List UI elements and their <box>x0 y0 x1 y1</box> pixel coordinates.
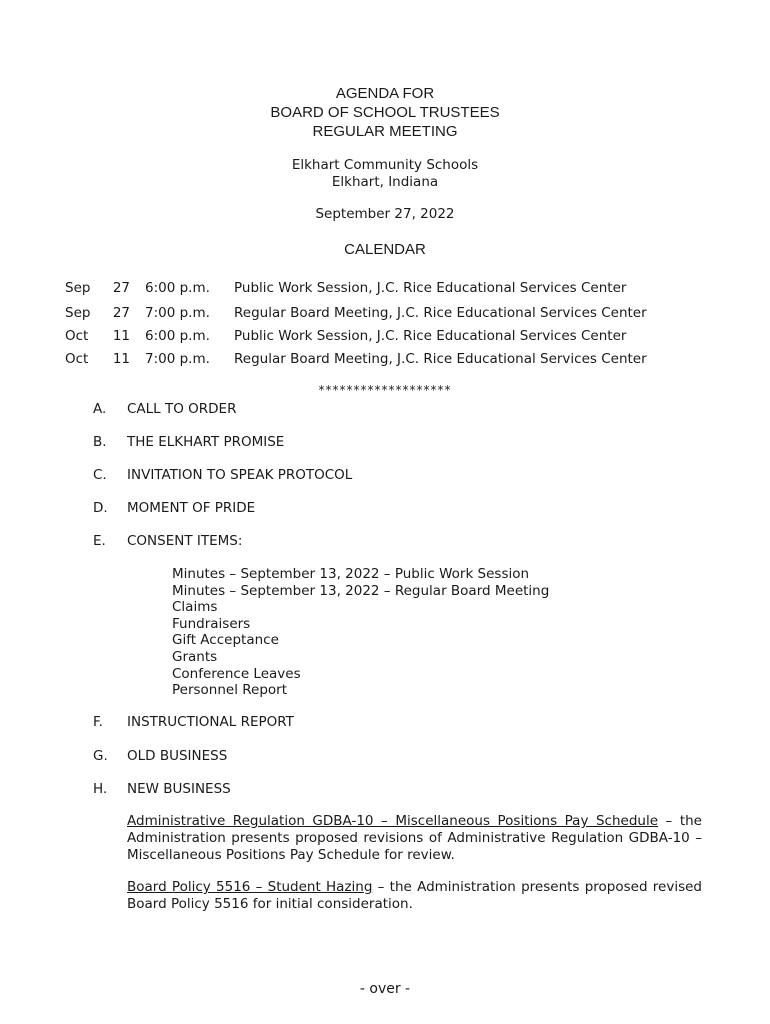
item-label: MOMENT OF PRIDE <box>127 500 256 516</box>
consent-item: Minutes – September 13, 2022 – Regular Board Meeting <box>172 582 550 599</box>
title-line-2: BOARD OF SCHOOL TRUSTEES <box>270 104 500 121</box>
item-label: CALL TO ORDER <box>127 401 237 417</box>
new-business-paragraph <box>127 879 702 913</box>
calendar-row <box>0 304 770 322</box>
calendar-row <box>0 279 770 297</box>
calendar-event: Regular Board Meeting, J.C. Rice Educational Services Center <box>234 351 647 367</box>
item-label: NEW BUSINESS <box>127 781 231 797</box>
consent-item: Claims <box>172 599 218 616</box>
agenda-item-h <box>0 780 770 798</box>
new-business-description: – the Administration presents proposed revised Board Policy 5516 for initial consideration. <box>127 879 702 912</box>
calendar-month: Oct <box>65 328 89 344</box>
item-letter: C. <box>93 467 107 483</box>
item-letter: H. <box>93 781 108 797</box>
calendar-day: 11 <box>112 351 130 367</box>
agenda-item-c <box>0 466 770 484</box>
item-label: OLD BUSINESS <box>127 748 228 764</box>
calendar-time: 7:00 p.m. <box>145 305 210 321</box>
consent-item: Personnel Report <box>172 682 288 699</box>
new-business-description: – the Administration presents proposed revisions of Administrative Regulation GDBA-10 – Miscellaneous Positions Pay Schedule for review. <box>127 813 702 863</box>
item-letter: B. <box>93 434 107 450</box>
org-name: Elkhart Community Schools <box>291 157 479 173</box>
org-location: Elkhart, Indiana <box>331 174 439 190</box>
item-letter: E. <box>93 533 106 549</box>
item-label: THE ELKHART PROMISE <box>127 434 285 450</box>
calendar-event: Public Work Session, J.C. Rice Educational Services Center <box>234 328 627 344</box>
calendar-event: Regular Board Meeting, J.C. Rice Educational Services Center <box>234 305 647 321</box>
calendar-day: 27 <box>112 305 130 321</box>
agenda-item-e <box>0 532 770 550</box>
consent-item: Conference Leaves <box>172 665 301 682</box>
item-label: INVITATION TO SPEAK PROTOCOL <box>127 467 353 483</box>
meeting-date: September 27, 2022 <box>315 206 455 222</box>
calendar-row <box>0 327 770 345</box>
agenda-item-g <box>0 747 770 765</box>
calendar-event: Public Work Session, J.C. Rice Educational Services Center <box>234 280 627 296</box>
calendar-row <box>0 350 770 368</box>
new-business-paragraph <box>127 813 702 864</box>
title-line-1: AGENDA FOR <box>335 85 435 102</box>
item-label: CONSENT ITEMS: <box>127 533 243 549</box>
agenda-title <box>0 84 770 141</box>
calendar-month: Oct <box>65 351 89 367</box>
calendar-day: 11 <box>112 328 130 344</box>
agenda-item-f <box>0 713 770 731</box>
agenda-item-d <box>0 499 770 517</box>
agenda-item-b <box>0 433 770 451</box>
consent-item: Minutes – September 13, 2022 – Public Work Session <box>172 566 530 582</box>
consent-item: Grants <box>172 648 218 665</box>
item-letter: D. <box>93 500 108 516</box>
consent-item: Gift Acceptance <box>172 632 279 649</box>
item-letter: A. <box>93 401 107 417</box>
calendar-month: Sep <box>65 280 91 296</box>
calendar-time: 7:00 p.m. <box>145 351 210 367</box>
item-letter: F. <box>93 714 103 730</box>
page-footer: - over - <box>359 981 411 997</box>
item-letter: G. <box>93 748 108 764</box>
calendar-heading: CALENDAR <box>344 241 426 258</box>
calendar-month: Sep <box>65 305 91 321</box>
calendar-day: 27 <box>112 280 130 296</box>
organization-block <box>0 157 770 191</box>
agenda-item-a <box>0 400 770 418</box>
consent-item: Fundraisers <box>172 615 251 632</box>
section-divider: ******************* <box>318 383 452 397</box>
item-label: INSTRUCTIONAL REPORT <box>127 714 294 730</box>
new-business-link-policy-5516[interactable]: Board Policy 5516 – Student Hazing <box>127 879 373 895</box>
calendar-time: 6:00 p.m. <box>145 280 210 296</box>
calendar-time: 6:00 p.m. <box>145 328 210 344</box>
title-line-3: REGULAR MEETING <box>312 123 458 140</box>
new-business-link-gdba-10[interactable]: Administrative Regulation GDBA-10 – Miscellaneous Positions Pay Schedule <box>127 813 659 829</box>
consent-items-list <box>172 566 549 699</box>
